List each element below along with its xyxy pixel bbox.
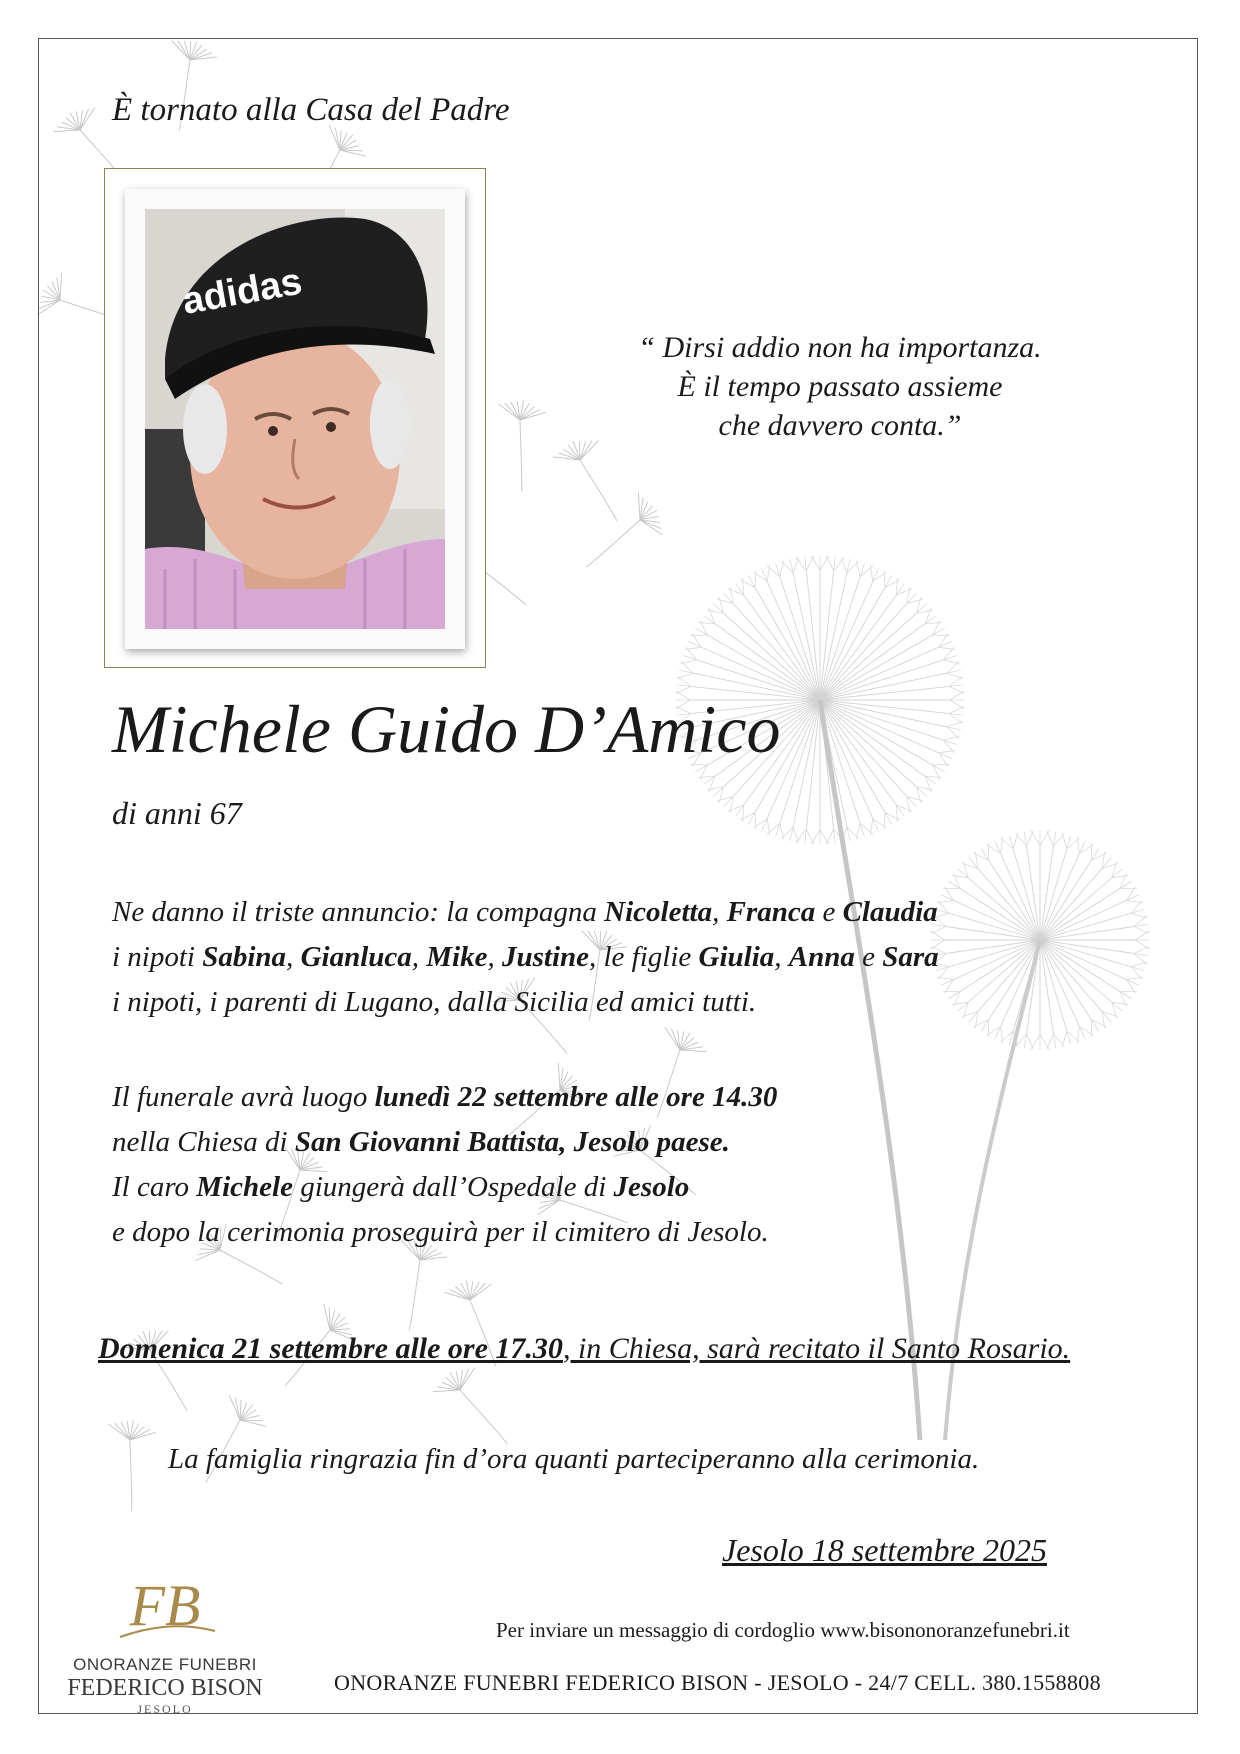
portrait-photo [145,209,445,629]
announcement-line-3: i nipoti, i parenti di Lugano, dalla Sicilia ed amici tutti. [112,986,757,1018]
quote-line-3: che davvero conta.” [718,409,962,442]
logo-line-1: ONORANZE FUNEBRI [73,1655,257,1674]
notice-date: Jesolo 18 settembre 2025 [722,1532,1047,1568]
deceased-name: Michele Guido D’Amico [112,691,781,767]
announcement-line-2: i nipoti Sabina, Gianluca, Mike, Justine, le figlie Giulia, Anna e Sara [112,941,939,973]
cap-logo-text: adidas [179,260,306,323]
funeral-paragraph [112,1075,777,1255]
portrait-mat [125,189,465,649]
logo-monogram: FB [129,1573,201,1638]
funeral-line-3: Il caro Michele giungerà dall’Ospedale di Jesolo [112,1171,690,1203]
quote-line-2: È il tempo passato assieme [677,370,1003,403]
logo-line-2: FEDERICO BISON [67,1675,263,1701]
announcement-line-1: Ne danno il triste annuncio: la compagna Nicoletta, Franca e Claudia [112,896,938,928]
monogram-icon [60,1555,270,1655]
intro-line: È tornato alla Casa del Padre [112,92,510,128]
announcement-paragraph [112,890,939,1025]
funeral-home-logo [60,1555,270,1715]
funeral-line-1: Il funerale avrà luogo lunedì 22 settembre alle ore 14.30 [112,1081,778,1113]
footer-contact: ONORANZE FUNEBRI FEDERICO BISON - JESOLO - 24/7 CELL. 380.1558808 [334,1670,1101,1695]
rosary-rest: , in Chiesa, sarà recitato il Santo Rosario. [562,1332,1071,1365]
funeral-line-4: e dopo la cerimonia proseguirà per il cimitero di Jesolo. [112,1216,769,1248]
deceased-age: di anni 67 [112,795,242,831]
rosary-date: Domenica 21 settembre alle ore 17.30 [98,1332,563,1365]
family-thanks: La famiglia ringrazia fin d’ora quanti parteciperanno alla cerimonia. [168,1443,980,1475]
condolence-message: Per inviare un messaggio di cordoglio www.bisononoranzefunebri.it [496,1618,1070,1642]
rosary-notice [98,1332,1070,1366]
quote-line-1: “ Dirsi addio non ha importanza. [638,331,1042,364]
portrait-frame [104,168,486,668]
logo-line-3: JESOLO [137,1702,193,1716]
funeral-line-2: nella Chiesa di San Giovanni Battista, Jesolo paese. [112,1126,730,1158]
memorial-quote [560,328,1120,445]
